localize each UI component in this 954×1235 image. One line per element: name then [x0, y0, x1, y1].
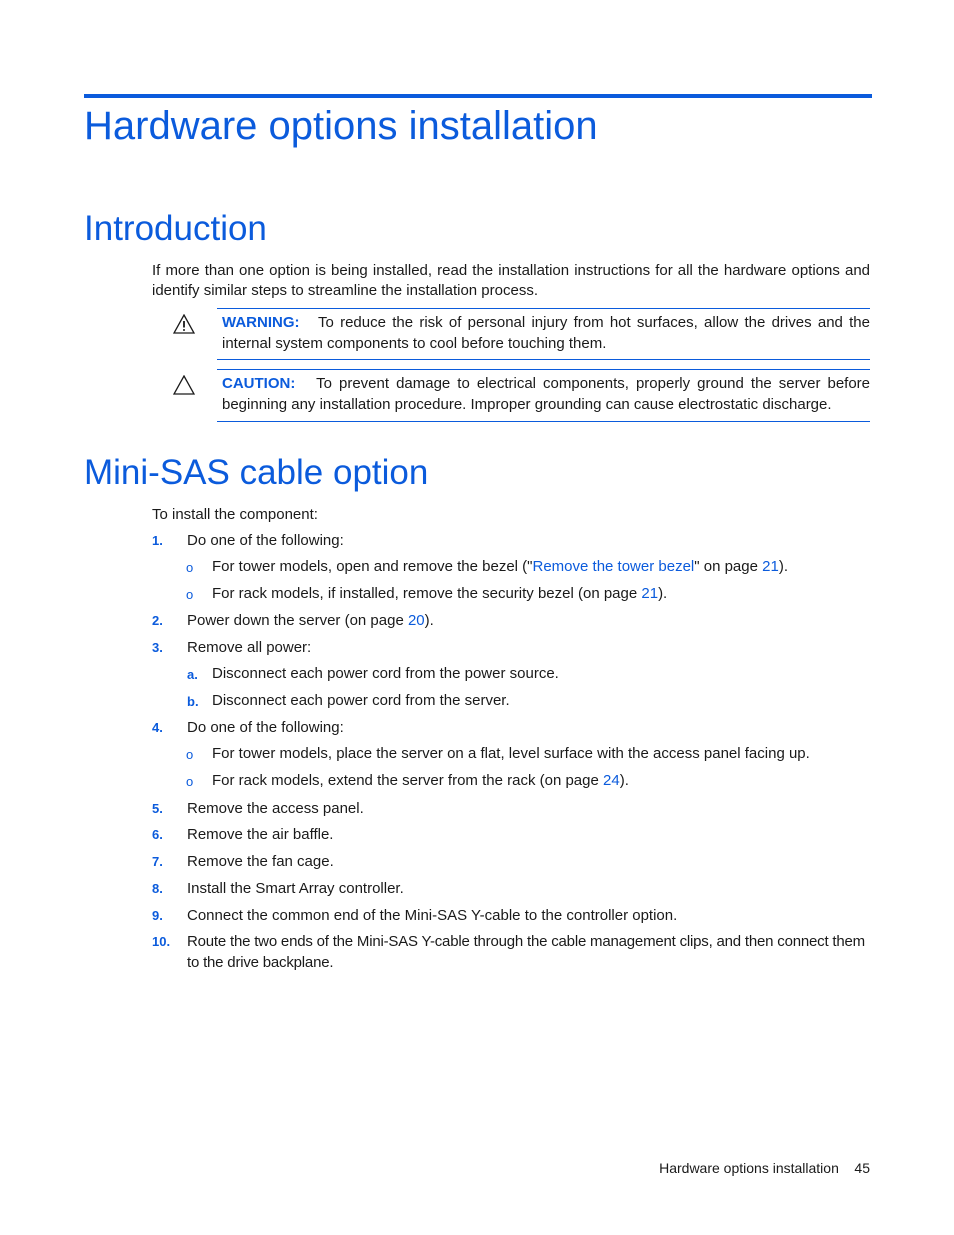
caution-triangle-icon [173, 375, 195, 395]
top-rule [84, 94, 872, 98]
intro-paragraph: If more than one option is being installed, read the installation instructions for all the hardware options and identify similar steps to streamline the installation process. [152, 262, 870, 299]
sub-step: For tower models, place the server on a flat, level surface with the access panel facing up. [212, 745, 810, 762]
warning-top-rule [217, 308, 870, 309]
step-number: 3. [152, 640, 163, 655]
step-text-pre: Power down the server (on page [187, 612, 408, 629]
chapter-title: Hardware options installation [84, 104, 598, 148]
sub-bullet: o [186, 587, 194, 602]
step-number: 6. [152, 827, 163, 842]
step-text-post: ). [424, 612, 434, 629]
page-link[interactable]: 24 [603, 772, 620, 789]
page-link[interactable]: 21 [762, 558, 779, 575]
intro-heading: Introduction [84, 209, 267, 248]
page-footer [560, 1158, 870, 1178]
warning-triangle-icon [173, 314, 195, 334]
sub-bullet: o [186, 747, 194, 762]
step-text: Do one of the following: [187, 532, 344, 549]
sub-step-text: ). [619, 772, 629, 789]
sub-step: Disconnect each power cord from the server. [212, 692, 510, 709]
step-number: 4. [152, 720, 163, 735]
step-number: 10. [152, 934, 171, 949]
page-link[interactable]: 20 [407, 612, 425, 629]
sub-step: Disconnect each power cord from the power source. [212, 665, 559, 682]
sub-step-text: For rack models, if installed, remove the security bezel (on page [212, 585, 642, 602]
step-text [187, 610, 870, 631]
step-text: Route the two ends of the Mini-SAS Y-cable through the cable management clips, and then connect them to the drive backplane. [187, 933, 865, 971]
sub-step-text: For tower models, open and remove the bezel (" [212, 558, 533, 575]
mini-sas-heading: Mini-SAS cable option [84, 453, 429, 492]
sub-bullet: a. [187, 667, 198, 682]
step-text: Remove the fan cage. [187, 853, 334, 870]
step-number: 2. [152, 613, 163, 628]
sub-bullet: o [186, 560, 194, 575]
caution-text: To prevent damage to electrical components, properly ground the server before beginning any installation procedure. Improper grounding can cause electrostatic discharge. [222, 375, 871, 413]
sub-step [212, 557, 788, 577]
step-number: 1. [152, 533, 163, 548]
mini-sas-lead: To install the component: [152, 506, 318, 523]
sub-step [212, 771, 629, 791]
step-text: Connect the common end of the Mini-SAS Y-cable to the controller option. [187, 907, 678, 924]
sub-step [212, 584, 667, 604]
warning-notice [222, 312, 870, 354]
sub-step-text: ). [658, 585, 668, 602]
step-text: Remove the access panel. [187, 800, 364, 817]
sub-step-text: " on page [694, 558, 763, 575]
step-number: 8. [152, 881, 163, 896]
warning-text: To reduce the risk of personal injury from hot surfaces, allow the drives and the internal system components to cool before touching them. [222, 314, 870, 352]
step-number: 7. [152, 854, 163, 869]
warning-label: WARNING: [222, 314, 300, 331]
link-remove-tower-bezel[interactable]: Remove the tower bezel [532, 558, 695, 575]
sub-bullet: b. [187, 694, 199, 709]
caution-bottom-rule [217, 421, 870, 422]
step-text: Do one of the following: [187, 719, 344, 736]
warning-bottom-rule [217, 359, 870, 360]
step-text: Remove the air baffle. [187, 826, 334, 843]
page-number: 45 [854, 1160, 870, 1176]
footer-section-title: Hardware options installation [659, 1160, 839, 1176]
caution-label: CAUTION: [222, 375, 296, 392]
step-text: Install the Smart Array controller. [187, 880, 404, 897]
step-number: 9. [152, 908, 163, 923]
page-link[interactable]: 21 [641, 585, 659, 602]
step-text: Remove all power: [187, 639, 312, 656]
sub-step-text: For rack models, extend the server from the rack (on page [212, 772, 604, 789]
step-number: 5. [152, 801, 163, 816]
caution-top-rule [217, 369, 870, 370]
sub-step-text: ). [778, 558, 788, 575]
caution-notice [222, 373, 870, 415]
sub-bullet: o [186, 774, 194, 789]
